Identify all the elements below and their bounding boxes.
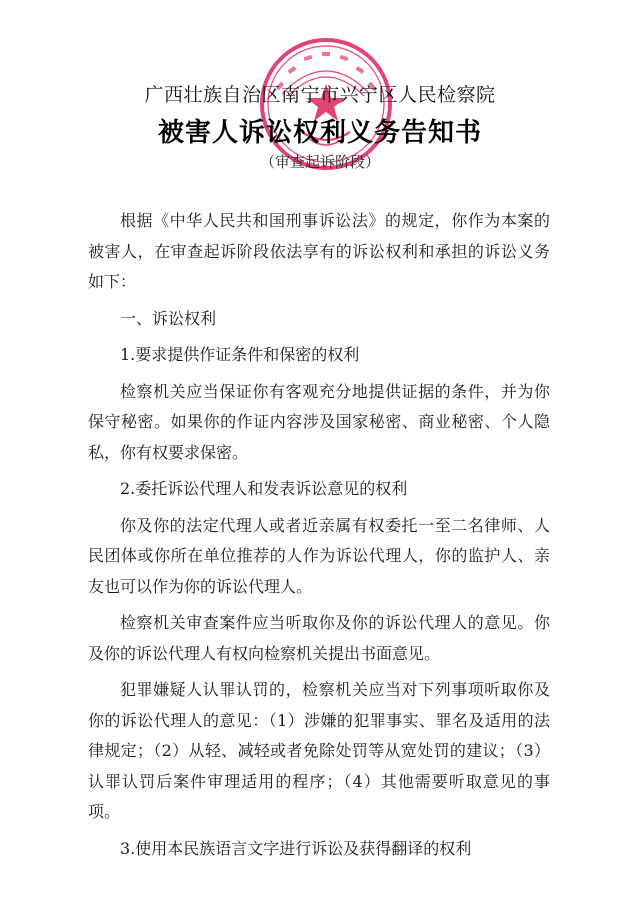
stage-subtitle: （审查起诉阶段） [259, 153, 380, 171]
item-paragraph-2b: 检察机关审查案件应当听取你及你的诉讼代理人的意见。你及你的诉讼代理人有权向检察机关提出书面意见。 [88, 613, 550, 663]
item-heading-3: 3.使用本民族语言文字进行诉讼及获得翻译的权利 [120, 838, 472, 858]
item-paragraph-2c: 犯罪嫌疑人认罪认罚的，检察机关应当对下列事项听取你及你的诉讼代理人的意见：（1）涉嫌的犯罪事实、罪名及适用的法律规定；（2）从轻、减轻或者免除处罚等从宽处罚的建议；（3）认罪认罚后案件审理适用的程序；（4）其他需要听取意见的事项。 [88, 680, 550, 821]
item-heading-2: 2.委托诉讼代理人和发表诉讼意见的权利 [120, 479, 408, 498]
intro-paragraph: 根据《中华人民共和国刑事诉讼法》的规定，你作为本案的被害人，在审查起诉阶段依法享有的诉讼权利和承担的诉讼义务如下： [88, 211, 550, 291]
item-heading-1: 1.要求提供作证条件和保密的权利 [120, 345, 360, 364]
section-heading-rights: 一、诉讼权利 [120, 308, 217, 328]
organization-name: 广西壮族自治区南宁市兴宁区人民检察院 [144, 84, 496, 106]
document-body [88, 206, 550, 870]
item-paragraph-2a: 你及你的法定代理人或者近亲属有权委托一至二名律师、人民团体或你所在单位推荐的人作为诉讼代理人，你的监护人、亲友也可以作为你的诉讼代理人。 [88, 515, 550, 596]
document-title: 被害人诉讼权利义务告知书 [157, 118, 482, 148]
item-paragraph-1: 检察机关应当保证你有客观充分地提供证据的条件，并为你保守秘密。如果你的作证内容涉及国家秘密、商业秘密、个人隐私，你有权要求保密。 [88, 381, 550, 462]
